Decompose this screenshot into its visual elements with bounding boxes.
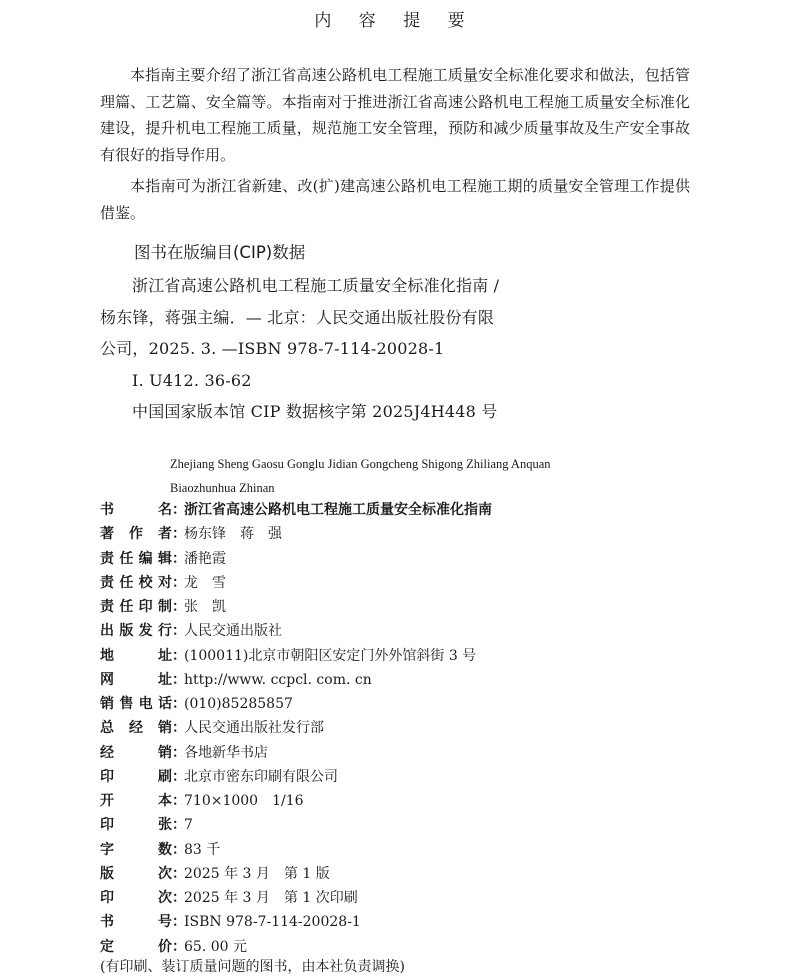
summary-paragraph-2: 本指南可为浙江省新建、改(扩)建高速公路机电工程施工期的质量安全管理工作提供借鉴。 bbox=[100, 177, 690, 222]
cip-line-title: 浙江省高速公路机电工程施工质量安全标准化指南 / bbox=[132, 276, 500, 295]
cip-line-record-number: 中国国家版本馆 CIP 数据核字第 2025J4H448 号 bbox=[132, 402, 498, 421]
cip-line-authors: 杨东锋，蒋强主编．— 北京：人民交通出版社股份有限 bbox=[100, 307, 495, 327]
pinyin-title bbox=[170, 452, 690, 500]
info-row-address: 地址：(100011)北京市朝阳区安定门外外馆斜街 3 号 bbox=[100, 647, 477, 664]
page-title: 内 容 提 要 bbox=[314, 11, 476, 31]
cip-line-isbn: 公司，2025. 3. —ISBN 978-7-114-20028-1 bbox=[100, 339, 445, 358]
info-row-book-name: 书名：浙江省高速公路机电工程施工质量安全标准化指南 bbox=[100, 502, 492, 518]
info-row-format: 开本：710×1000 1/16 bbox=[100, 793, 304, 809]
pinyin-line-1: Zhejiang Sheng Gaosu Gonglu Jidian Gongcheng Shigong Zhiliang Anquan bbox=[170, 457, 551, 471]
info-row-sheets: 印张：7 bbox=[100, 817, 193, 834]
info-row-printing: 印次：2025 年 3 月 第 1 次印刷 bbox=[100, 890, 358, 906]
cip-heading: 图书在版编目(CIP)数据 bbox=[134, 243, 306, 262]
info-row-website: 网址：http://www. ccpcl. com. cn bbox=[100, 671, 372, 688]
info-row-edition: 版次：2025 年 3 月 第 1 版 bbox=[100, 865, 330, 882]
info-row-printer: 印刷：北京市密东印刷有限公司 bbox=[100, 768, 338, 785]
info-row-word-count: 字数：83 千 bbox=[100, 841, 221, 858]
info-row-sales-phone: 销售电话：(010)85285857 bbox=[100, 696, 293, 712]
info-row-distributor: 经销：各地新华书店 bbox=[100, 744, 268, 761]
info-row-authors: 著作者：杨东锋 蒋 强 bbox=[100, 526, 282, 543]
info-row-general-distributor: 总经销：人民交通出版社发行部 bbox=[100, 720, 324, 737]
info-row-publisher: 出版发行：人民交通出版社 bbox=[100, 623, 282, 640]
cip-block bbox=[100, 270, 610, 428]
info-row-isbn: 书号：ISBN 978-7-114-20028-1 bbox=[100, 914, 361, 931]
book-info-list bbox=[100, 498, 492, 959]
pinyin-line-2: Biaozhunhua Zhinan bbox=[170, 481, 275, 495]
info-row-price: 定价：65. 00 元 bbox=[100, 938, 247, 955]
info-row-editor: 责任编辑：潘艳霞 bbox=[100, 550, 226, 567]
cip-line-classification: Ⅰ. U412. 36-62 bbox=[132, 370, 252, 390]
info-row-proofreader: 责任校对：龙 雪 bbox=[100, 574, 226, 591]
info-row-print-supervisor: 责任印制：张 凯 bbox=[100, 599, 226, 615]
quality-note: (有印刷、装订质量问题的图书，由本社负责调换) bbox=[100, 959, 405, 975]
summary-paragraph-1: 本指南主要介绍了浙江省高速公路机电工程施工质量安全标准化要求和做法，包括管理篇、工艺篇、安全篇等。本指南对于推进浙江省高速公路机电工程施工质量安全标准化建设，提升机电工程施工质量，规范施工安全管理，预防和减少质量事故及生产安全事故有很好的指导作用。 bbox=[100, 66, 690, 164]
